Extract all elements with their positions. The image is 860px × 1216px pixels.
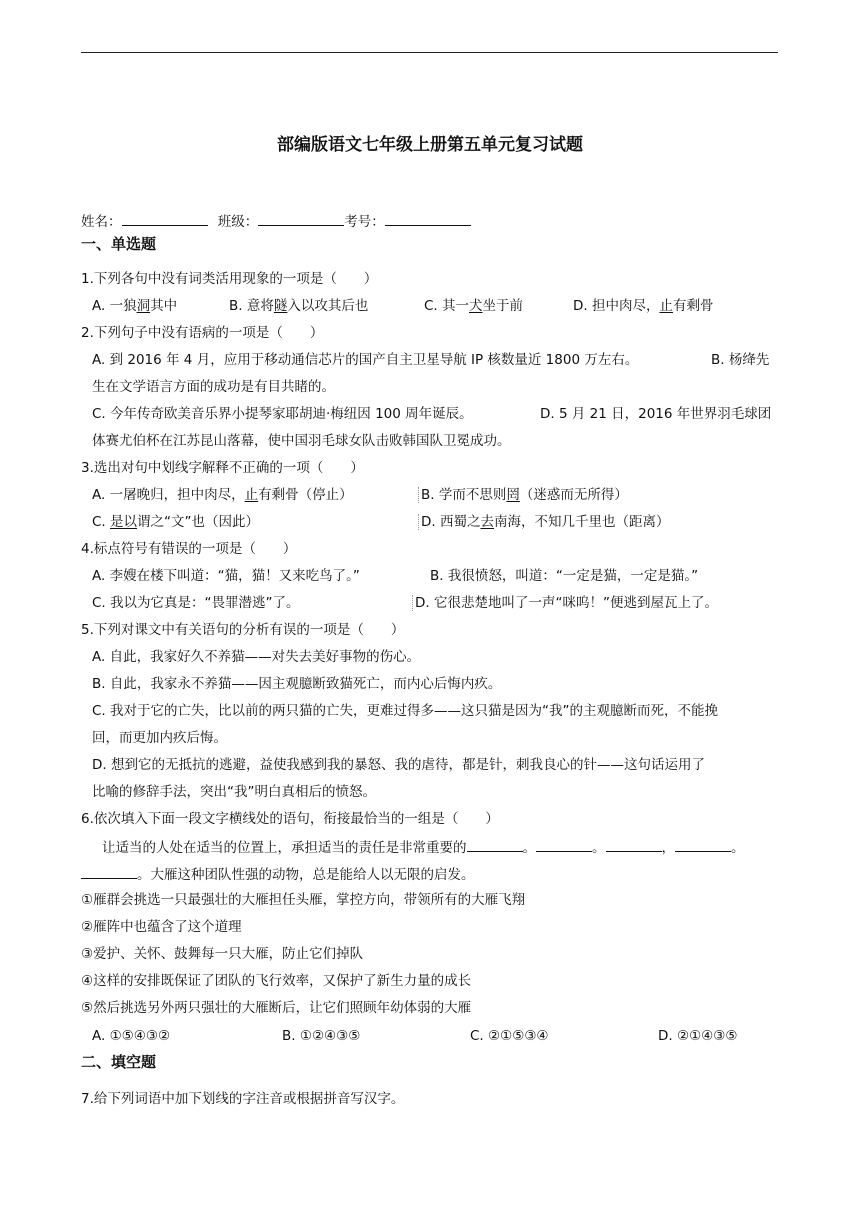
q3-option-d[interactable] xyxy=(421,513,669,531)
q1-option-c[interactable] xyxy=(424,297,523,315)
q6-sentence-5: ⑤然后挑选另外两只强壮的大雁断后，让它们照顾年幼体弱的大雁 xyxy=(81,1000,472,1016)
q6-blank-3[interactable] xyxy=(606,837,662,852)
q5-option-c[interactable]: C. 我对于它的亡失，比以前的两只猫的亡失，更难过得多——这只猫是因为“我”的主观臆断而死，不能挽 xyxy=(92,703,718,719)
q6-sentence-3: ③爱护、关怀、鼓舞每一只大雁，防止它们掉队 xyxy=(81,946,364,962)
q1-a-text: A. 一狼 xyxy=(92,298,137,314)
name-blank[interactable] xyxy=(122,211,208,226)
section-fill-blank: 二、填空题 xyxy=(81,1053,157,1071)
q5-option-d-cont: 比喻的修辞手法，突出“我”明白真相后的愤怒。 xyxy=(92,784,376,800)
q4-option-c[interactable]: C. 我以为它真是：“畏罪潜逃”了。 xyxy=(92,595,300,611)
q2-option-c[interactable]: C. 今年传奇欧美音乐界小提琴家耶胡迪·梅纽因 100 周年诞辰。 xyxy=(92,406,473,422)
id-blank[interactable] xyxy=(385,211,471,226)
q1-b-text: B. 意将 xyxy=(229,298,274,314)
q1-option-a[interactable] xyxy=(92,297,177,315)
q3-b-text-tail: （迷惑而无所得） xyxy=(519,487,628,503)
q4-option-b[interactable]: B. 我很愤怒，叫道：“一定是猫，一定是猫。” xyxy=(430,568,699,584)
q2-option-d-cont: 体赛尤伯杯在江苏昆山落幕，使中国羽毛球女队击败韩国队卫冕成功。 xyxy=(92,433,511,449)
q3-stem: 3.选出对句中划线字解释不正确的一项（ ） xyxy=(81,460,364,476)
q1-c-text-tail: 坐于前 xyxy=(482,298,524,314)
q6-option-c[interactable]: C. ②①⑤③④ xyxy=(470,1028,549,1044)
id-label: 考号： xyxy=(344,214,385,230)
q6-punct: 。 xyxy=(522,840,536,856)
q3-option-a[interactable] xyxy=(92,486,353,504)
q6-option-a[interactable]: A. ①⑤④③② xyxy=(92,1028,171,1044)
q1-stem: 1.下列各句中没有词类活用现象的一项是（ ） xyxy=(81,271,378,287)
q6-blank-1[interactable] xyxy=(467,837,523,852)
q1-d-text: D. 担中肉尽， xyxy=(573,298,660,314)
column-separator xyxy=(412,595,413,611)
column-separator xyxy=(418,514,419,530)
q6-blank-5[interactable] xyxy=(81,864,137,879)
q6-passage-line2 xyxy=(81,864,475,884)
q3-option-b[interactable] xyxy=(421,486,628,504)
q2-stem: 2.下列句子中没有语病的一项是（ ） xyxy=(81,325,324,341)
page-title: 部编版语文七年级上册第五单元复习试题 xyxy=(277,135,583,155)
q1-b-underlined: 隧 xyxy=(273,298,288,314)
q6-passage-text: 让适当的人处在适当的位置上，承担适当的责任是非常重要的 xyxy=(102,840,467,856)
q3-a-underlined: 止 xyxy=(244,487,259,503)
q1-d-underlined: 止 xyxy=(659,298,673,314)
q4-option-a[interactable]: A. 李嫂在楼下叫道：“猫，猫！又来吃鸟了。” xyxy=(92,568,360,584)
q1-c-text: C. 其一 xyxy=(424,298,470,314)
q6-blank-4[interactable] xyxy=(675,837,731,852)
q4-option-d[interactable]: D. 它很悲楚地叫了一声“咪呜！”便逃到屋瓦上了。 xyxy=(415,595,718,611)
q3-c-text-tail: 谓之“文”也（因此） xyxy=(137,514,260,530)
q3-a-text: A. 一屠晚归，担中肉尽， xyxy=(92,487,245,503)
q6-punct: 。 xyxy=(731,840,745,856)
q5-option-b[interactable]: B. 自此，我家永不养猫——因主观臆断致猫死亡，而内心后悔内疚。 xyxy=(92,676,502,692)
q6-sentence-4: ④这样的安排既保证了团队的飞行效率，又保护了新生力量的成长 xyxy=(81,973,472,989)
q5-option-a[interactable]: A. 自此，我家好久不养猫——对失去美好事物的伤心。 xyxy=(92,649,421,665)
q4-stem: 4.标点符号有错误的一项是（ ） xyxy=(81,541,297,557)
q6-sentence-1: ①雁群会挑选一只最强壮的大雁担任头雁，掌控方向，带领所有的大雁飞翔 xyxy=(81,892,526,908)
q5-stem: 5.下列对课文中有关语句的分析有误的一项是（ ） xyxy=(81,622,405,638)
q6-passage-tail: 。大雁这种团队性强的动物，总是能给人以无限的启发。 xyxy=(137,867,475,883)
q2-option-b-cont: 生在文学语言方面的成功是有目共睹的。 xyxy=(92,379,335,395)
q6-sentence-2: ②雁阵中也蕴含了这个道理 xyxy=(81,919,242,935)
q3-d-text: D. 西蜀之 xyxy=(421,514,481,530)
q3-c-text: C. xyxy=(92,514,111,530)
q5-option-d[interactable]: D. 想到它的无抵抗的逃避，益使我感到我的暴怒、我的虐待，都是针，刺我良心的针——这句话运用了 xyxy=(92,757,705,773)
q6-punct: 。 xyxy=(592,840,606,856)
class-label: 班级： xyxy=(217,214,259,230)
q3-a-text-tail: 有剩骨（停止） xyxy=(258,487,353,503)
q6-punct: ， xyxy=(661,840,675,856)
q6-stem: 6.依次填入下面一段文字横线处的语句，衔接最恰当的一组是（ ） xyxy=(81,811,499,827)
q2-option-b[interactable]: B. 杨绛先 xyxy=(711,352,770,368)
class-blank[interactable] xyxy=(258,211,344,226)
q2-option-d[interactable]: D. 5 月 21 日，2016 年世界羽毛球团 xyxy=(540,406,772,422)
column-separator xyxy=(418,487,419,503)
q5-option-c-cont: 回，而更加内疚后悔。 xyxy=(92,730,227,746)
header-rule xyxy=(81,52,778,53)
student-info-row xyxy=(81,211,471,231)
q3-d-text-tail: 南海，不知几千里也（距离） xyxy=(493,514,670,530)
q6-blank-2[interactable] xyxy=(536,837,592,852)
q1-c-underlined: 犬 xyxy=(469,298,483,314)
q6-option-b[interactable]: B. ①②④③⑤ xyxy=(282,1028,361,1044)
q3-c-underlined: 是以 xyxy=(110,514,138,530)
q6-passage-line1 xyxy=(102,837,745,857)
q1-option-b[interactable] xyxy=(229,297,368,315)
q1-option-d[interactable] xyxy=(573,297,713,315)
section-single-choice: 一、单选题 xyxy=(81,235,157,253)
q1-b-text-tail: 入以攻其后也 xyxy=(287,298,369,314)
q3-b-underlined: 罔 xyxy=(506,487,520,503)
q6-option-d[interactable]: D. ②①④③⑤ xyxy=(658,1028,738,1044)
q1-a-underlined: 洞 xyxy=(136,298,151,314)
q1-d-text-tail: 有剩骨 xyxy=(672,298,714,314)
q2-option-a[interactable]: A. 到 2016 年 4 月，应用于移动通信芯片的国产自主卫星导航 IP 核数量近 1800 万左右。 xyxy=(92,352,639,368)
q3-d-underlined: 去 xyxy=(480,514,494,530)
name-label: 姓名： xyxy=(81,214,122,230)
q3-option-c[interactable] xyxy=(92,513,259,531)
q1-a-text-tail: 其中 xyxy=(150,298,178,314)
q7-stem: 7.给下列词语中加下划线的字注音或根据拼音写汉字。 xyxy=(81,1091,405,1107)
q3-b-text: B. 学而不思则 xyxy=(421,487,507,503)
